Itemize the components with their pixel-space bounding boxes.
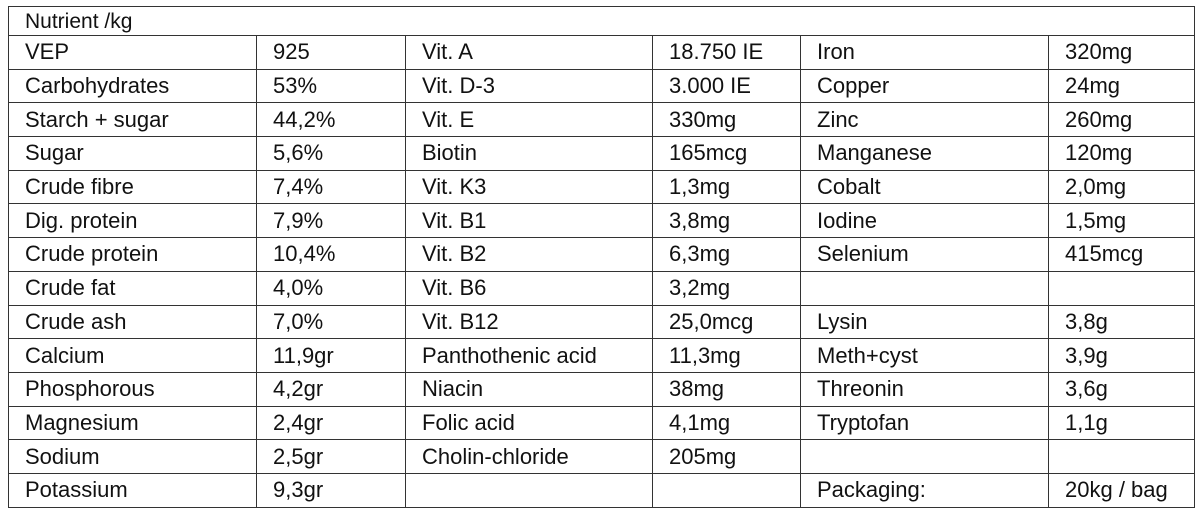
mineral-name-cell: Threonin — [801, 372, 1049, 406]
vitamin-name-cell: Vit. A — [406, 36, 653, 70]
table-row — [9, 305, 1195, 339]
mineral-name-cell — [801, 440, 1049, 474]
nutrient-value-cell: 9,3gr — [257, 473, 406, 507]
nutrient-name-cell: Phosphorous — [9, 372, 257, 406]
mineral-value-cell — [1049, 440, 1195, 474]
mineral-name-cell: Selenium — [801, 238, 1049, 272]
vitamin-value-cell: 25,0mcg — [653, 305, 801, 339]
vitamin-name-cell: Vit. B1 — [406, 204, 653, 238]
table-row — [9, 204, 1195, 238]
vitamin-value-cell: 3.000 IE — [653, 69, 801, 103]
nutrient-name-cell: Carbohydrates — [9, 69, 257, 103]
table-row — [9, 238, 1195, 272]
mineral-value-cell: 3,8g — [1049, 305, 1195, 339]
vitamin-name-cell: Cholin-chloride — [406, 440, 653, 474]
nutrient-name-cell: Crude protein — [9, 238, 257, 272]
mineral-name-cell: Iodine — [801, 204, 1049, 238]
mineral-value-cell: 1,5mg — [1049, 204, 1195, 238]
nutrient-name-cell: Crude fat — [9, 271, 257, 305]
vitamin-name-cell: Vit. B6 — [406, 271, 653, 305]
nutrient-name-cell: Crude fibre — [9, 170, 257, 204]
nutrient-value-cell: 925 — [257, 36, 406, 70]
mineral-name-cell: Lysin — [801, 305, 1049, 339]
mineral-value-cell: 20kg / bag — [1049, 473, 1195, 507]
vitamin-value-cell: 330mg — [653, 103, 801, 137]
table-row — [9, 103, 1195, 137]
vitamin-name-cell: Folic acid — [406, 406, 653, 440]
nutrient-value-cell: 10,4% — [257, 238, 406, 272]
mineral-name-cell — [801, 271, 1049, 305]
table-row — [9, 137, 1195, 171]
mineral-name-cell: Iron — [801, 36, 1049, 70]
nutrient-name-cell: Calcium — [9, 339, 257, 373]
nutrient-table-body — [9, 7, 1195, 508]
nutrient-name-cell: Dig. protein — [9, 204, 257, 238]
nutrient-table-container — [8, 6, 1194, 508]
vitamin-name-cell: Vit. B12 — [406, 305, 653, 339]
nutrient-value-cell: 4,0% — [257, 271, 406, 305]
nutrient-value-cell: 4,2gr — [257, 372, 406, 406]
table-row — [9, 406, 1195, 440]
vitamin-value-cell: 38mg — [653, 372, 801, 406]
vitamin-value-cell: 6,3mg — [653, 238, 801, 272]
mineral-name-cell: Manganese — [801, 137, 1049, 171]
table-title-row — [9, 7, 1195, 36]
table-row — [9, 36, 1195, 70]
vitamin-name-cell: Panthothenic acid — [406, 339, 653, 373]
vitamin-value-cell: 18.750 IE — [653, 36, 801, 70]
table-row — [9, 339, 1195, 373]
mineral-name-cell: Zinc — [801, 103, 1049, 137]
mineral-value-cell: 415mcg — [1049, 238, 1195, 272]
nutrient-name-cell: Sodium — [9, 440, 257, 474]
vitamin-value-cell: 1,3mg — [653, 170, 801, 204]
vitamin-value-cell: 3,8mg — [653, 204, 801, 238]
nutrient-name-cell: Sugar — [9, 137, 257, 171]
vitamin-name-cell — [406, 473, 653, 507]
vitamin-value-cell: 11,3mg — [653, 339, 801, 373]
mineral-value-cell: 3,6g — [1049, 372, 1195, 406]
mineral-name-cell: Tryptofan — [801, 406, 1049, 440]
vitamin-value-cell: 165mcg — [653, 137, 801, 171]
nutrient-name-cell: VEP — [9, 36, 257, 70]
nutrient-value-cell: 7,9% — [257, 204, 406, 238]
nutrient-value-cell: 7,4% — [257, 170, 406, 204]
table-row — [9, 271, 1195, 305]
vitamin-name-cell: Vit. B2 — [406, 238, 653, 272]
mineral-value-cell: 1,1g — [1049, 406, 1195, 440]
nutrient-name-cell: Magnesium — [9, 406, 257, 440]
mineral-name-cell: Cobalt — [801, 170, 1049, 204]
vitamin-name-cell: Niacin — [406, 372, 653, 406]
vitamin-name-cell: Vit. E — [406, 103, 653, 137]
table-row — [9, 440, 1195, 474]
mineral-value-cell: 3,9g — [1049, 339, 1195, 373]
nutrient-table — [8, 6, 1195, 508]
nutrient-value-cell: 44,2% — [257, 103, 406, 137]
vitamin-name-cell: Vit. K3 — [406, 170, 653, 204]
mineral-value-cell: 24mg — [1049, 69, 1195, 103]
vitamin-value-cell: 4,1mg — [653, 406, 801, 440]
mineral-value-cell: 320mg — [1049, 36, 1195, 70]
vitamin-name-cell: Vit. D-3 — [406, 69, 653, 103]
vitamin-value-cell: 3,2mg — [653, 271, 801, 305]
vitamin-value-cell: 205mg — [653, 440, 801, 474]
nutrient-name-cell: Crude ash — [9, 305, 257, 339]
nutrient-name-cell: Starch + sugar — [9, 103, 257, 137]
nutrient-value-cell: 7,0% — [257, 305, 406, 339]
nutrient-value-cell: 2,4gr — [257, 406, 406, 440]
mineral-value-cell — [1049, 271, 1195, 305]
table-row — [9, 69, 1195, 103]
mineral-value-cell: 2,0mg — [1049, 170, 1195, 204]
table-row — [9, 473, 1195, 507]
mineral-name-cell: Meth+cyst — [801, 339, 1049, 373]
table-title: Nutrient /kg — [9, 7, 1195, 36]
table-row — [9, 372, 1195, 406]
vitamin-value-cell — [653, 473, 801, 507]
vitamin-name-cell: Biotin — [406, 137, 653, 171]
nutrient-value-cell: 2,5gr — [257, 440, 406, 474]
nutrient-name-cell: Potassium — [9, 473, 257, 507]
nutrient-value-cell: 53% — [257, 69, 406, 103]
table-row — [9, 170, 1195, 204]
mineral-name-cell: Copper — [801, 69, 1049, 103]
mineral-value-cell: 120mg — [1049, 137, 1195, 171]
mineral-name-cell: Packaging: — [801, 473, 1049, 507]
mineral-value-cell: 260mg — [1049, 103, 1195, 137]
nutrient-value-cell: 11,9gr — [257, 339, 406, 373]
nutrient-value-cell: 5,6% — [257, 137, 406, 171]
